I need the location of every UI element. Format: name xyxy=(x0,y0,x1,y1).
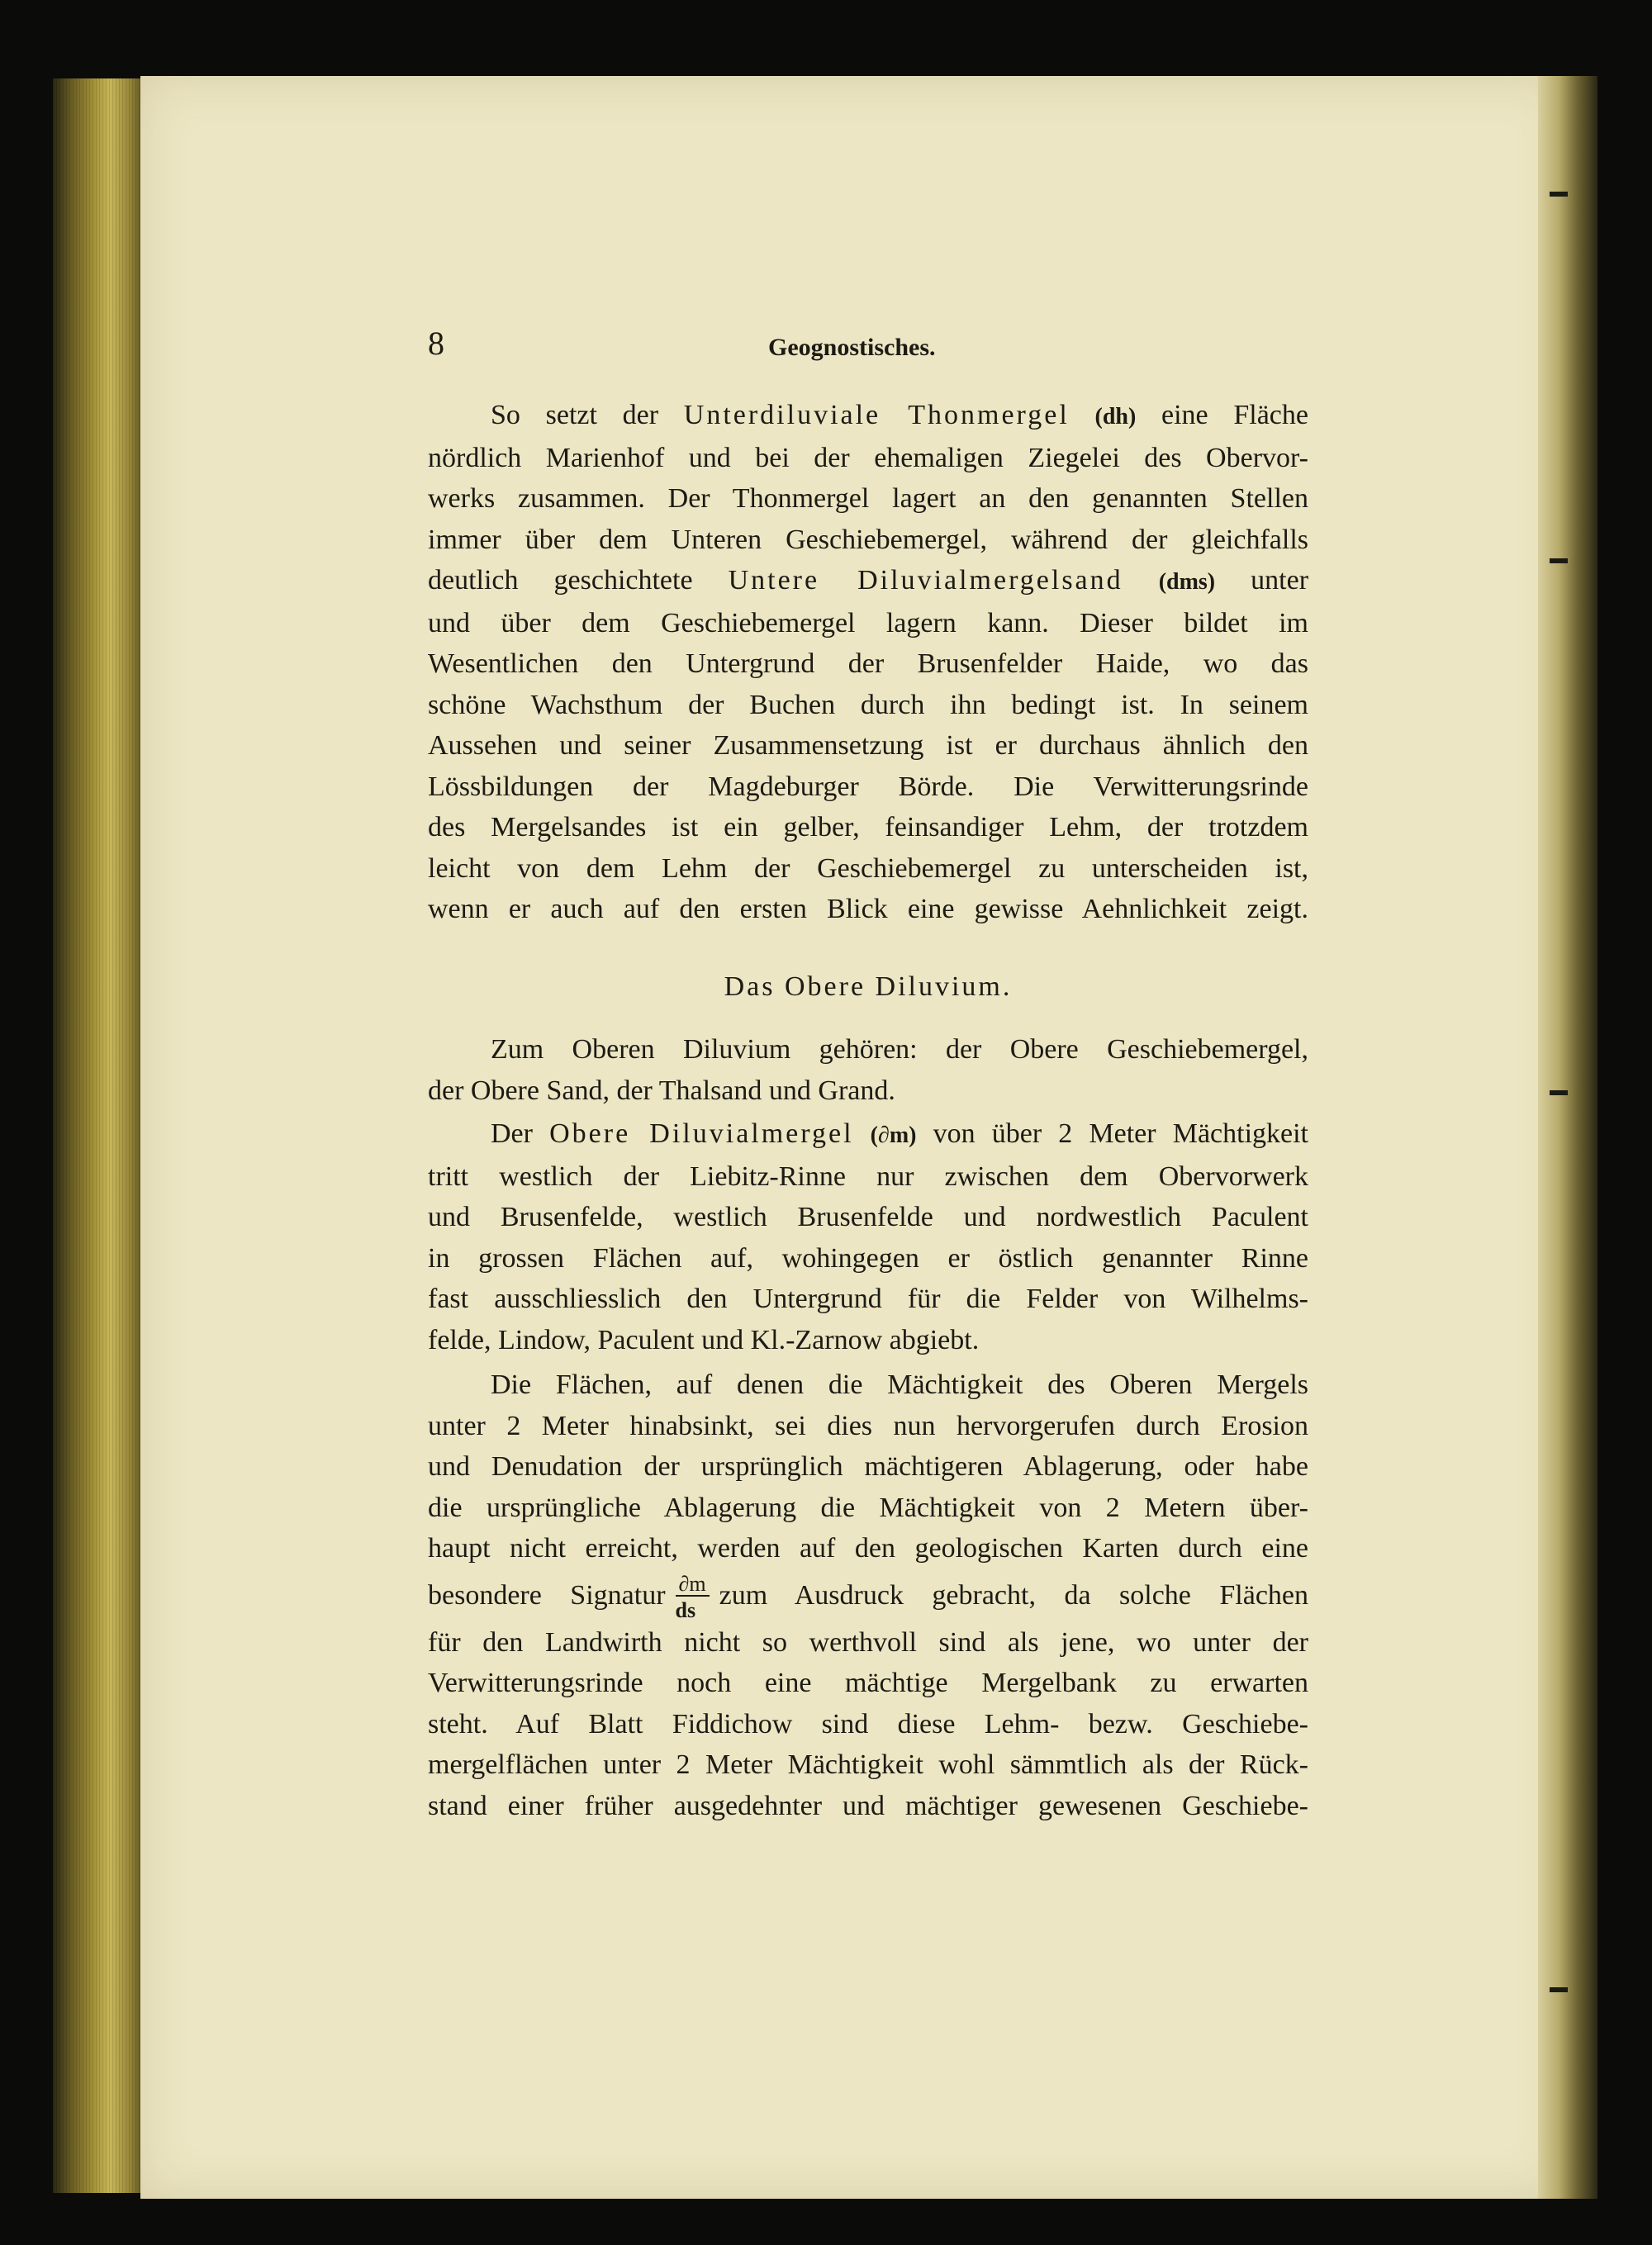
text-line: Die Flächen, auf denen die Mächtigkeit des Oberen Mergels xyxy=(491,1369,1308,1400)
text-line: wenn er auch auf den ersten Blick eine gewisse Aehnlichkeit zeigt. xyxy=(428,894,1308,924)
text-line: fast ausschliesslich den Untergrund für die Felder von Wilhelms- xyxy=(428,1284,1308,1314)
text-line: schöne Wachsthum der Buchen durch ihn bedingt ist. In seinem xyxy=(428,689,1308,720)
gutter-mark xyxy=(1550,192,1568,197)
text-line: Der Obere Diluvialmergel (∂m) von über 2 Meter Mächtigkeit xyxy=(491,1118,1309,1149)
page-gutter xyxy=(1538,76,1597,2199)
text-line: tritt westlich der Liebitz-Rinne nur zwischen dem Obervorwerk xyxy=(428,1160,1308,1192)
text-line: deutlich geschichtete Untere Diluvialmergelsand (dms) unter xyxy=(428,565,1309,596)
text-line: Verwitterungsrinde noch eine mächtige Mergelbank zu erwarten xyxy=(428,1668,1308,1698)
text-line: für den Landwirth nicht so werthvoll sind als jene, wo unter der xyxy=(428,1626,1308,1658)
text-line: und über dem Geschiebemergel lagern kann. Dieser bildet im xyxy=(428,607,1308,638)
text-line: Wesentlichen den Untergrund der Brusenfelder Haide, wo das xyxy=(428,648,1308,679)
paragraph-flaechen xyxy=(428,1365,1308,1826)
running-head: Geognostisches. xyxy=(768,334,936,361)
text-line: Aussehen und seiner Zusammensetzung ist er durchaus ähnlich den xyxy=(428,730,1308,761)
text-line: besondere Signatur $\frac{\partial m}{ds}$ zum Ausdruck gebracht, da solche Flächen xyxy=(428,1571,1308,1622)
text-line: und Brusenfelde, westlich Brusenfelde und nordwestlich Paculent xyxy=(428,1202,1308,1232)
text-line: der Obere Sand, der Thalsand und Grand. xyxy=(428,1075,895,1106)
gutter-mark xyxy=(1550,1987,1568,1992)
text-line: So setzt der Unterdiluviale Thonmergel (dh) eine Fläche xyxy=(491,400,1308,430)
text-line: die ursprüngliche Ablagerung die Mächtigkeit von 2 Metern über- xyxy=(428,1492,1308,1523)
text-line: in grossen Flächen auf, wohingegen er östlich genannter Rinne xyxy=(428,1242,1308,1274)
text-line: nördlich Marienhof und bei der ehemaligen Ziegelei des Obervor- xyxy=(428,442,1308,473)
text-line: Lössbildungen der Magdeburger Börde. Die Verwitterungsrinde xyxy=(428,771,1308,802)
paragraph-thonmergel xyxy=(428,395,1308,930)
gutter-mark xyxy=(1550,558,1568,563)
text-line: Zum Oberen Diluvium gehören: der Obere Geschiebemergel, xyxy=(491,1034,1308,1065)
text-line: steht. Auf Blatt Fiddichow sind diese Lehm- bezw. Geschiebe- xyxy=(428,1708,1308,1740)
text-line: und Denudation der ursprünglich mächtigeren Ablagerung, oder habe xyxy=(428,1451,1308,1482)
gutter-mark xyxy=(1550,1090,1568,1095)
text-line: haupt nicht erreicht, werden auf den geologischen Karten durch eine xyxy=(428,1533,1308,1564)
paragraph-obere-diluvium xyxy=(428,1029,1308,1111)
text-line: stand einer früher ausgedehnter und mächtiger gewesenen Geschiebe- xyxy=(428,1790,1308,1821)
text-line: werks zusammen. Der Thonmergel lagert an den genannten Stellen xyxy=(428,483,1308,514)
text-line: immer über dem Unteren Geschiebemergel, während der gleichfalls xyxy=(428,524,1308,555)
text-line: leicht von dem Lehm der Geschiebemergel zu unterscheiden ist, xyxy=(428,852,1308,884)
text-line: felde, Lindow, Paculent und Kl.-Zarnow abgiebt. xyxy=(428,1324,980,1355)
signatur-fraction: $\frac{\partial m}{ds}$ xyxy=(676,1573,710,1621)
paragraph-diluvialmergel xyxy=(428,1113,1308,1360)
text-line: unter 2 Meter hinabsinkt, sei dies nun hervorgerufen durch Erosion xyxy=(428,1410,1308,1441)
book-edge xyxy=(53,78,148,2193)
text-line: mergelflächen unter 2 Meter Mächtigkeit wohl sämmtlich als der Rück- xyxy=(428,1749,1308,1780)
page-number: 8 xyxy=(428,325,444,362)
text-line: des Mergelsandes ist ein gelber, feinsandiger Lehm, der trotzdem xyxy=(428,812,1308,842)
section-heading: Das Obere Diluvium. xyxy=(724,971,1013,1002)
